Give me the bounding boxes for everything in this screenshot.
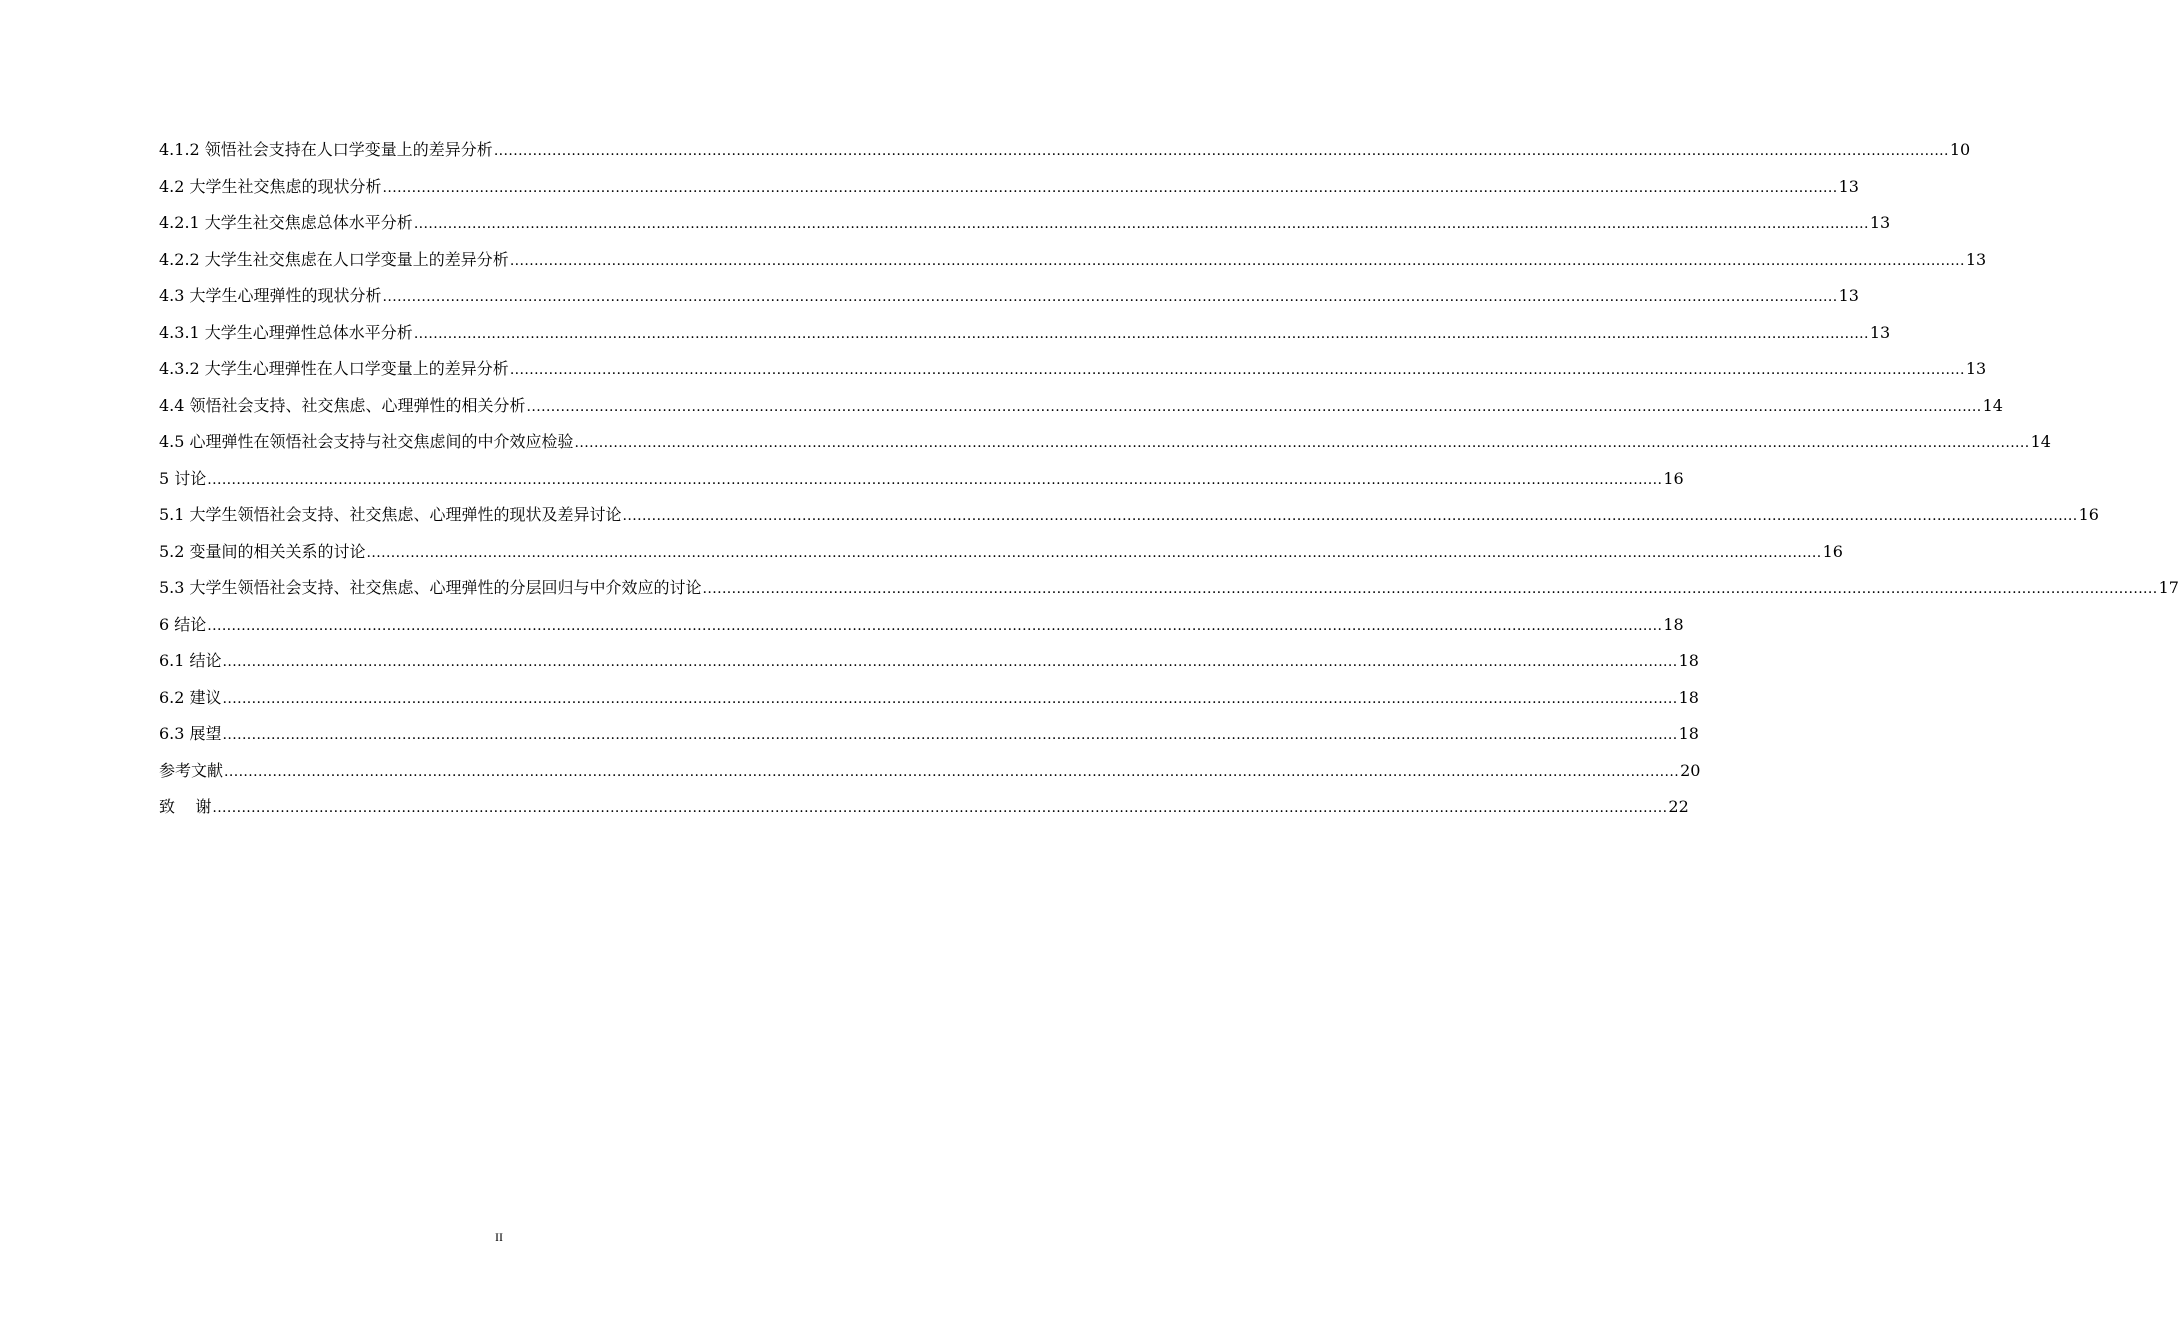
toc-entry[interactable] bbox=[159, 753, 1701, 790]
toc-entry-page: 18 bbox=[1663, 614, 1684, 634]
toc-entry-title: 4.2 大学生社交焦虑的现状分析 bbox=[159, 176, 382, 196]
toc-entry-page: 10 bbox=[1949, 140, 1971, 159]
toc-leader-dots: ............................................................................................................................................................................................................................................................................................................ bbox=[222, 727, 1678, 743]
toc-entry-title: 5.1 大学生领悟社会支持、社交焦虑、心理弹性的现状及差异讨论 bbox=[159, 505, 622, 524]
toc-entry-title: 致 谢 bbox=[159, 797, 212, 816]
toc-leader-dots: ............................................................................................................................................................................................................................................................................................................ bbox=[574, 435, 2030, 451]
toc-entry-title: 6.3 展望 bbox=[159, 724, 222, 743]
toc-leader-dots: ............................................................................................................................................................................................................................................................................................................ bbox=[413, 216, 1869, 232]
toc-entry-title: 5.3 大学生领悟社会支持、社交焦虑、心理弹性的分层回归与中介效应的讨论 bbox=[159, 578, 702, 597]
toc-entry-page: 17 bbox=[2158, 578, 2179, 597]
toc-entry[interactable] bbox=[159, 205, 1891, 242]
toc-entry-title: 4.1.2 领悟社会支持在人口学变量上的差异分析 bbox=[159, 140, 493, 159]
toc-entry-page: 16 bbox=[1663, 468, 1684, 488]
toc-entry-title: 5.2 变量间的相关关系的讨论 bbox=[159, 541, 366, 561]
toc-entry-title: 4.3.1 大学生心理弹性总体水平分析 bbox=[159, 322, 413, 342]
toc-entry-title: 4.5 心理弹性在领悟社会支持与社交焦虑间的中介效应检验 bbox=[159, 432, 574, 451]
table-of-contents bbox=[159, 132, 2179, 826]
toc-entry-page: 18 bbox=[1678, 687, 1699, 707]
toc-entry-page: 14 bbox=[1982, 395, 2003, 415]
toc-leader-dots: ............................................................................................................................................................................................................................................................................................................ bbox=[222, 654, 1678, 670]
toc-leader-dots: ............................................................................................................................................................................................................................................................................................................ bbox=[509, 252, 1965, 269]
toc-leader-dots: ............................................................................................................................................................................................................................................................................................................ bbox=[622, 508, 2078, 524]
toc-entry[interactable] bbox=[159, 570, 2179, 607]
toc-entry-title: 4.2.1 大学生社交焦虑总体水平分析 bbox=[159, 213, 413, 232]
toc-entry[interactable] bbox=[159, 351, 1987, 388]
toc-entry-title: 4.2.2 大学生社交焦虑在人口学变量上的差异分析 bbox=[159, 249, 509, 269]
toc-entry[interactable] bbox=[159, 534, 1843, 571]
toc-entry[interactable] bbox=[159, 680, 1699, 717]
toc-entry-title: 6.1 结论 bbox=[159, 651, 222, 670]
toc-entry[interactable] bbox=[159, 643, 1699, 680]
toc-entry-title: 6 结论 bbox=[159, 614, 207, 634]
toc-entry[interactable] bbox=[159, 789, 1689, 826]
toc-entry[interactable] bbox=[159, 278, 1859, 315]
toc-leader-dots: ............................................................................................................................................................................................................................................................................................................ bbox=[382, 179, 1838, 196]
toc-entry-page: 20 bbox=[1680, 760, 1701, 780]
toc-leader-dots: ............................................................................................................................................................................................................................................................................................................ bbox=[382, 289, 1838, 305]
toc-entry-page: 13 bbox=[1869, 213, 1891, 232]
toc-entry-title: 5 讨论 bbox=[159, 468, 207, 488]
toc-entry-page: 18 bbox=[1678, 651, 1699, 670]
toc-entry[interactable] bbox=[159, 607, 1684, 644]
toc-leader-dots: ............................................................................................................................................................................................................................................................................................................ bbox=[493, 143, 1949, 159]
toc-entry-title: 4.3.2 大学生心理弹性在人口学变量上的差异分析 bbox=[159, 359, 509, 378]
toc-entry-page: 13 bbox=[1965, 249, 1987, 269]
toc-entry-page: 16 bbox=[2078, 505, 2099, 524]
toc-entry[interactable] bbox=[159, 169, 1859, 206]
toc-entry[interactable] bbox=[159, 497, 2099, 534]
toc-entry-page: 13 bbox=[1965, 359, 1987, 378]
toc-leader-dots: ............................................................................................................................................................................................................................................................................................................ bbox=[702, 581, 2158, 597]
toc-leader-dots: ............................................................................................................................................................................................................................................................................................................ bbox=[212, 800, 1668, 816]
toc-entry-title: 参考文献 bbox=[159, 760, 224, 780]
toc-leader-dots: ............................................................................................................................................................................................................................................................................................................ bbox=[526, 398, 1982, 415]
toc-entry-page: 22 bbox=[1668, 797, 1689, 816]
toc-entry-page: 13 bbox=[1838, 176, 1859, 196]
toc-entry-title: 4.4 领悟社会支持、社交焦虑、心理弹性的相关分析 bbox=[159, 395, 526, 415]
toc-entry[interactable] bbox=[159, 132, 1971, 169]
toc-entry-page: 16 bbox=[1822, 541, 1843, 561]
toc-entry-page: 13 bbox=[1869, 322, 1891, 342]
toc-leader-dots: ............................................................................................................................................................................................................................................................................................................ bbox=[207, 617, 1663, 634]
toc-entry-page: 14 bbox=[2030, 432, 2051, 451]
toc-entry-title: 6.2 建议 bbox=[159, 687, 222, 707]
toc-leader-dots: ............................................................................................................................................................................................................................................................................................................ bbox=[222, 690, 1678, 707]
toc-entry[interactable] bbox=[159, 716, 1699, 753]
toc-entry-page: 13 bbox=[1838, 286, 1859, 305]
page-number: II bbox=[495, 1230, 503, 1244]
toc-entry-title: 4.3 大学生心理弹性的现状分析 bbox=[159, 286, 382, 305]
toc-entry[interactable] bbox=[159, 315, 1891, 352]
toc-entry[interactable] bbox=[159, 461, 1684, 498]
toc-entry-page: 18 bbox=[1678, 724, 1699, 743]
toc-leader-dots: ............................................................................................................................................................................................................................................................................................................ bbox=[413, 325, 1869, 342]
toc-entry[interactable] bbox=[159, 388, 2003, 425]
toc-entry[interactable] bbox=[159, 424, 2051, 461]
toc-leader-dots: ............................................................................................................................................................................................................................................................................................................ bbox=[224, 763, 1680, 780]
toc-leader-dots: ............................................................................................................................................................................................................................................................................................................ bbox=[366, 544, 1822, 561]
toc-leader-dots: ............................................................................................................................................................................................................................................................................................................ bbox=[509, 362, 1965, 378]
toc-entry[interactable] bbox=[159, 242, 1987, 279]
toc-leader-dots: ............................................................................................................................................................................................................................................................................................................ bbox=[207, 471, 1663, 488]
